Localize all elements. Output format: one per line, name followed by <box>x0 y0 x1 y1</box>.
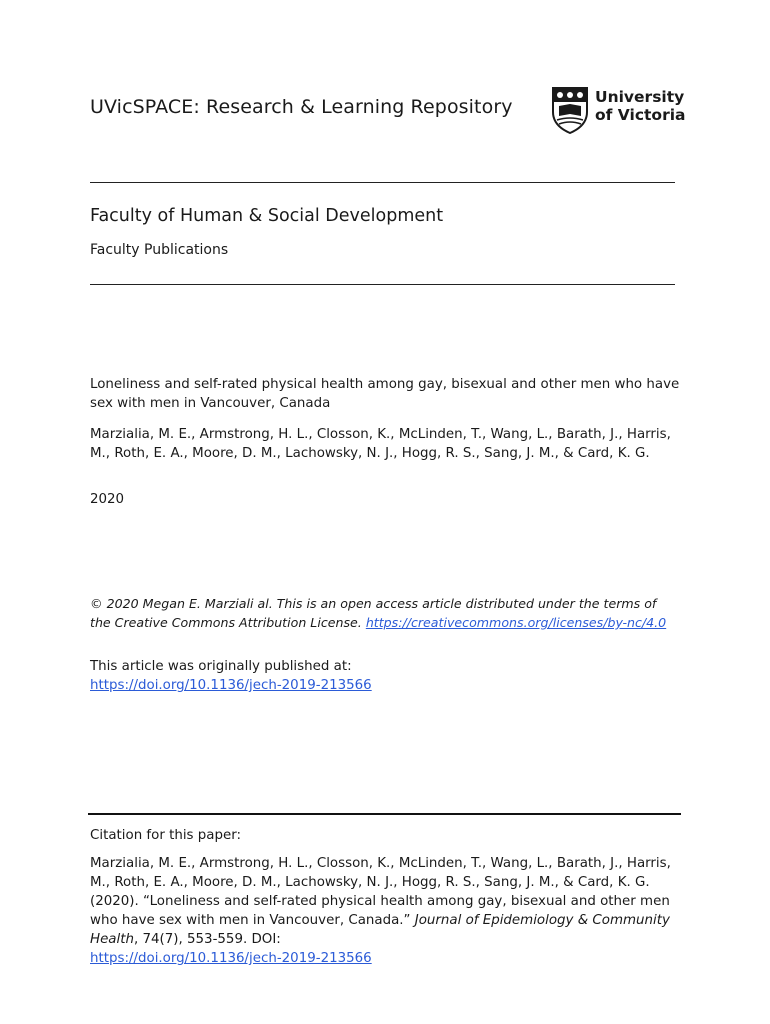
article-authors: Marzialia, M. E., Armstrong, H. L., Closson, K., McLinden, T., Wang, L., Barath, J., Harris, M., Roth, E. A., Moore, D. M., Lachowsky, N. J., Hogg, R. S., Sang, J. M., & Card, K. G. <box>90 427 671 461</box>
logo-line-1: University <box>595 88 685 106</box>
citation-label: Citation for this paper: <box>90 828 242 843</box>
article-year: 2020 <box>90 492 125 507</box>
publication-info <box>90 657 680 695</box>
university-crest-icon <box>551 86 589 134</box>
divider-mid <box>90 284 675 285</box>
faculty-name: Faculty of Human & Social Development <box>90 206 444 226</box>
citation-details: , 74(7), 553-559. DOI: <box>133 932 281 947</box>
article-title: Loneliness and self-rated physical health among gay, bisexual and other men who have sex with men in Vancouver, Canada <box>90 377 680 411</box>
logo-line-2: of Victoria <box>595 106 686 124</box>
citation-journal: Journal of Epidemiology & Community Health <box>90 913 670 947</box>
university-wordmark <box>595 88 686 124</box>
citation-authors: Marzialia, M. E., Armstrong, H. L., Closson, K., McLinden, T., Wang, L., Barath, J., Harris, M., Roth, E. A., Moore, D. M., Lachowsky, N. J., Hogg, R. S., Sang, J. M., & Card, K. G. (2020). “Loneliness and self-rated physical health among gay, bisexual and other men who have sex with men in Vancouver, Canada.” <box>90 856 671 928</box>
collection-name: Faculty Publications <box>90 242 229 258</box>
repository-title: UVicSPACE: Research & Learning Repository <box>90 96 513 118</box>
divider-citation <box>88 813 681 815</box>
license-notice <box>90 594 680 632</box>
divider-top <box>90 182 675 183</box>
license-text: © 2020 Megan E. Marziali al. This is an open access article distributed under the terms of the Creative Commons Attribution License. <box>90 596 657 630</box>
university-logo <box>551 86 686 134</box>
citation-doi-link[interactable]: https://doi.org/10.1136/jech-2019-213566 <box>90 951 372 966</box>
license-link[interactable]: https://creativecommons.org/licenses/by-nc/4.0 <box>365 615 667 630</box>
citation-text <box>90 854 680 968</box>
publication-label: This article was originally published at: <box>90 659 352 674</box>
publication-doi-link[interactable]: https://doi.org/10.1136/jech-2019-213566 <box>90 678 372 693</box>
